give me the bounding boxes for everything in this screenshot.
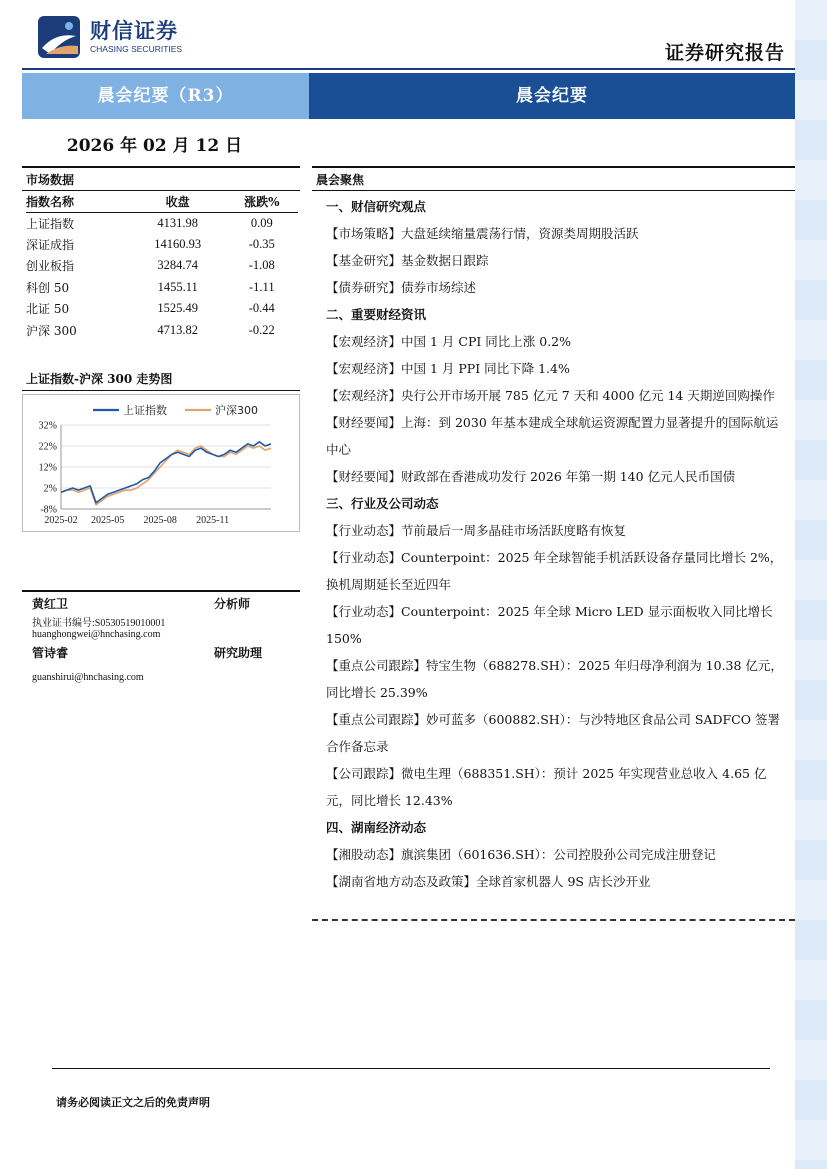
index-close: 1455.11 — [157, 279, 198, 294]
index-name: 深证成指 — [26, 237, 75, 252]
news-item: 【债券研究】债券市场综述 — [326, 280, 477, 295]
section-heading: 三、行业及公司动态 — [326, 496, 439, 511]
banner-left-title: 晨会纪要（R3） — [97, 86, 234, 106]
table-row — [26, 234, 298, 256]
y-tick-label: 12% — [38, 462, 57, 474]
table-row — [26, 320, 298, 342]
table-row — [26, 212, 298, 234]
news-item: 【重点公司跟踪】妙可蓝多（600882.SH）：与沙特地区食品公司 SADFCO 签署合作备忘录 — [326, 712, 780, 754]
y-tick-label: 32% — [38, 420, 57, 432]
assistant-role: 研究助理 — [214, 646, 263, 660]
index-name: 科创 50 — [26, 280, 70, 295]
index-change: 0.09 — [250, 215, 273, 230]
section-heading: 二、重要财经资讯 — [326, 307, 427, 322]
index-change: -0.44 — [248, 301, 275, 316]
news-item: 【湖南省地方动态及政策】全球首家机器人 9S 店长沙开业 — [326, 874, 651, 889]
x-tick-label: 2025-02 — [44, 515, 78, 526]
x-tick-label: 2025-11 — [196, 515, 230, 526]
report-type: 证券研究报告 — [664, 42, 785, 64]
banner-right — [309, 73, 795, 119]
analyst-name: 黄红卫 — [32, 597, 69, 611]
news-item: 【湘股动态】旗滨集团（601636.SH）：公司控股孙公司完成注册登记 — [326, 847, 716, 862]
news-item: 【宏观经济】央行公开市场开展 785 亿元 7 天和 4000 亿元 14 天期逆回购操作 — [326, 388, 775, 403]
banner-left — [22, 73, 309, 119]
focus-title: 晨会聚焦 — [316, 173, 365, 187]
header-divider — [22, 68, 795, 70]
focus-header — [312, 166, 795, 191]
news-item: 【行业动态】节前最后一周多晶硅市场活跃度略有恢复 — [326, 523, 627, 538]
y-tick-label: 22% — [38, 441, 57, 453]
logo-icon — [36, 14, 82, 60]
chart-x-ticks — [44, 515, 229, 526]
news-item: 【基金研究】基金数据日跟踪 — [326, 253, 489, 268]
col-header-name: 指数名称 — [26, 192, 130, 212]
logo-name-cn: 财信证券 — [90, 19, 178, 43]
trend-chart — [22, 394, 300, 532]
chart-y-ticks — [39, 421, 57, 516]
news-item: 【财经要闻】财政部在香港成功发行 2026 年第一期 140 亿元人民币国债 — [326, 469, 736, 484]
index-close: 4713.82 — [157, 322, 198, 337]
legend-label: 上证指数 — [123, 404, 167, 417]
market-data-table — [26, 192, 298, 341]
trend-chart-header — [22, 369, 300, 391]
trend-chart-title: 上证指数-沪深 300 走势图 — [26, 372, 173, 386]
index-change: -0.35 — [248, 236, 275, 251]
index-name: 创业板指 — [26, 259, 75, 274]
table-header-row — [26, 192, 298, 212]
decorative-side-strip — [795, 0, 827, 1169]
report-date: 2026 年 02 月 12 日 — [66, 136, 243, 156]
col-header-close: 收盘 — [130, 192, 226, 212]
section-heading: 四、湖南经济动态 — [326, 820, 427, 835]
market-data-header — [22, 166, 300, 191]
news-item: 【公司跟踪】微电生理（688351.SH）：预计 2025 年实现营业总收入 4.65 亿元，同比增长 12.43% — [326, 766, 767, 808]
index-close: 14160.93 — [154, 236, 202, 251]
index-name: 沪深 300 — [26, 323, 77, 338]
focus-content — [326, 193, 786, 895]
analyst-cert: 执业证书编号:S0530519010001 — [32, 618, 166, 629]
index-name: 上证指数 — [26, 216, 75, 231]
chart-series — [61, 442, 271, 505]
disclaimer-note: 请务必阅读正文之后的免责声明 — [56, 1096, 210, 1109]
assistant-name: 管诗睿 — [32, 646, 69, 660]
index-change: -1.11 — [249, 279, 275, 294]
index-close: 1525.49 — [157, 301, 198, 316]
news-item: 【重点公司跟踪】特宝生物（688278.SH）：2025 年归母净利润为 10.38 亿元，同比增长 25.39% — [326, 658, 783, 700]
assistant-email: guanshirui@hnchasing.com — [32, 672, 144, 683]
col-header-change: 涨跌% — [226, 192, 298, 212]
y-tick-label: -8% — [40, 504, 57, 516]
news-item: 【市场策略】大盘延续缩量震荡行情，资源类周期股活跃 — [326, 226, 639, 241]
analyst-role: 分析师 — [214, 597, 251, 611]
analyst-block — [22, 590, 300, 683]
table-row — [26, 255, 298, 277]
logo-name-en: CHASING SECURITIES — [90, 44, 183, 54]
news-item: 【财经要闻】上海：到 2030 年基本建成全球航运资源配置力显著提升的国际航运中心 — [326, 415, 779, 457]
index-close: 4131.98 — [157, 215, 198, 230]
chart-legend — [93, 403, 258, 417]
y-tick-label: 2% — [43, 483, 57, 495]
news-item: 【宏观经济】中国 1 月 PPI 同比下降 1.4% — [326, 361, 570, 376]
news-item: 【行业动态】Counterpoint：2025 年全球智能手机活跃设备存量同比增长 2%，换机周期延长至近四年 — [326, 550, 783, 592]
company-logo — [36, 14, 196, 60]
footer-divider — [52, 1068, 770, 1069]
section-heading: 一、财信研究观点 — [326, 199, 427, 214]
market-data-title: 市场数据 — [26, 173, 75, 187]
index-name: 北证 50 — [26, 302, 70, 317]
x-tick-label: 2025-08 — [143, 515, 177, 526]
table-row — [26, 277, 298, 299]
table-row — [26, 298, 298, 320]
news-item: 【宏观经济】中国 1 月 CPI 同比上涨 0.2% — [326, 334, 571, 349]
focus-end-divider — [312, 919, 795, 921]
legend-label: 沪深300 — [215, 404, 258, 417]
index-change: -1.08 — [248, 258, 275, 273]
x-tick-label: 2025-05 — [90, 515, 125, 526]
trend-chart-svg — [23, 395, 299, 531]
analyst-email: huanghongwei@hnchasing.com — [32, 629, 161, 640]
banner-right-title: 晨会纪要 — [516, 86, 588, 106]
index-change: -0.22 — [248, 322, 275, 337]
series-line — [61, 446, 271, 505]
news-item: 【行业动态】Counterpoint：2025 年全球 Micro LED 显示面板收入同比增长 150% — [326, 604, 773, 646]
index-close: 3284.74 — [157, 258, 198, 273]
